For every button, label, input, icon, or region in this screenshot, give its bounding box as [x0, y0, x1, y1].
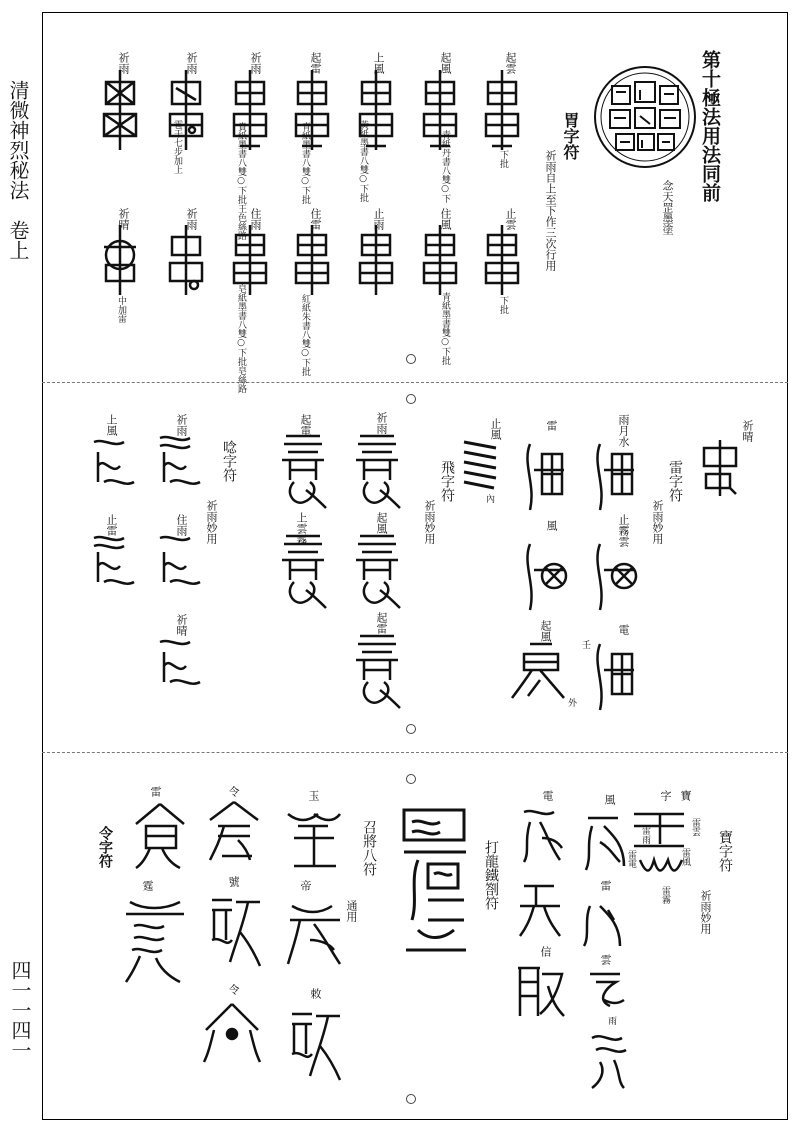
- rune-label: 起風: [375, 512, 388, 534]
- talisman-label: 起雲: [504, 52, 517, 74]
- rune-label: 內: [484, 494, 494, 503]
- rune-glyph: [516, 806, 566, 866]
- talisman-note: 下批: [498, 150, 508, 168]
- talisman-note: 紅紙朱書八雙○下批: [300, 294, 310, 376]
- binding-hole: [406, 724, 416, 734]
- talisman-label: 起雷: [309, 52, 322, 74]
- rune-label: 雲: [599, 954, 612, 965]
- talisman-glyph: [482, 70, 522, 150]
- rune-label: 信: [539, 946, 552, 957]
- talisman-glyph: [166, 70, 206, 150]
- rune-glyph: [130, 802, 190, 872]
- fu-note: 祈雨妙用: [205, 500, 218, 544]
- rune-glyph: [90, 432, 142, 494]
- binding-hole: [406, 774, 416, 784]
- rune-label: 壬: [580, 640, 590, 649]
- rune-label: 玉: [307, 790, 320, 801]
- rune-label: 霆: [141, 880, 154, 891]
- panel-separator-2: [42, 752, 788, 753]
- rune-label: 上雲霧: [295, 512, 308, 545]
- rune-label: 起風: [539, 620, 552, 642]
- rune-label: 雷風: [680, 848, 690, 866]
- rune-label: 起電: [299, 414, 312, 436]
- fu-title: 雷字符: [667, 460, 683, 502]
- rune-glyph: [276, 430, 330, 510]
- rune-glyph: [284, 900, 344, 970]
- rune-label: 電: [617, 624, 630, 635]
- rune-glyph: [398, 800, 474, 970]
- talisman-note: 青紙墨書雙○下批: [440, 292, 450, 365]
- binding-hole: [406, 394, 416, 404]
- rune-label: 敕: [309, 988, 322, 999]
- talisman-note: 皂紙墨書八雙○下批皂絲路: [236, 284, 246, 393]
- rune-label: 止雷: [105, 514, 118, 536]
- fu-title: 召將八符: [361, 820, 377, 876]
- rune-glyph: [590, 440, 640, 512]
- rune-label: 雷霧: [660, 886, 670, 904]
- rune-label: 外: [566, 698, 576, 707]
- rune-label: 雨月水: [617, 414, 630, 447]
- rune-glyph: [580, 900, 630, 950]
- rune-glyph: [350, 630, 404, 710]
- rune-label: 止霧雲: [617, 514, 630, 547]
- talisman-note: 下批: [498, 296, 508, 314]
- fu-note: 祈雨妙用: [699, 890, 712, 934]
- fu-title: 胃字符: [561, 112, 580, 160]
- talisman-glyph: [292, 225, 332, 295]
- rune-label: 令: [227, 786, 240, 797]
- talisman-glyph: [356, 70, 396, 150]
- talisman-glyph: [100, 225, 140, 295]
- talisman-glyph: [230, 225, 270, 295]
- fu-title: 唸字符: [221, 440, 237, 482]
- talisman-label: 祈晴: [117, 208, 130, 230]
- rune-glyph: [350, 530, 404, 610]
- rune-label: 住雨: [175, 514, 188, 536]
- rune-glyph: [460, 438, 500, 498]
- fu-title: 令字符: [97, 826, 113, 868]
- talisman-glyph: [292, 70, 332, 150]
- rune-glyph: [586, 1030, 630, 1090]
- talisman-label: 止雲: [504, 208, 517, 230]
- binding-hole: [406, 354, 416, 364]
- talisman-label: 祈雨: [185, 52, 198, 74]
- rune-glyph: [584, 970, 628, 1010]
- rune-label: 雷雲: [690, 818, 700, 836]
- rune-glyph: [700, 438, 740, 498]
- talisman-label: 上風: [372, 52, 385, 74]
- rune-label: 風: [603, 794, 616, 805]
- talisman-glyph: [420, 225, 460, 295]
- talisman-glyph: [356, 225, 396, 295]
- rune-glyph: [590, 540, 640, 612]
- talisman-label: 祈雨: [249, 52, 262, 74]
- rune-glyph: [284, 806, 344, 872]
- rune-glyph: [120, 896, 190, 986]
- rune-label: 雷: [599, 880, 612, 891]
- fu-note: 通用: [345, 900, 358, 922]
- talisman-label: 住風: [439, 208, 452, 230]
- fu-title: 打龍鐵劄符: [483, 840, 499, 910]
- talisman-note: 青紙丹書八雙○下: [440, 130, 450, 203]
- rune-glyph: [90, 532, 142, 594]
- page-number: 四一一四一: [8, 960, 32, 1060]
- rune-glyph: [350, 430, 404, 510]
- rune-glyph: [200, 1000, 264, 1066]
- rune-label: 號: [227, 876, 240, 887]
- rune-glyph: [284, 1006, 344, 1086]
- talisman-label: 住雷: [309, 208, 322, 230]
- seal-stamp: [590, 62, 700, 172]
- rune-glyph: [520, 540, 570, 612]
- talisman-note: 青紙墨書八雙○下批: [300, 122, 310, 204]
- talisman-glyph: [482, 225, 522, 295]
- rune-label: 祈晴: [175, 614, 188, 636]
- talisman-note: 雹干七步加上: [172, 120, 182, 174]
- rune-glyph: [580, 812, 630, 872]
- binding-hole: [406, 1094, 416, 1104]
- seal-caption: 念天罡墨塗: [661, 180, 674, 235]
- rune-label: 電: [541, 790, 554, 801]
- talisman-label: 起風: [439, 52, 452, 74]
- rune-label: 雷: [149, 786, 162, 797]
- talisman-label: 祈雨: [185, 208, 198, 230]
- rune-glyph: [156, 432, 208, 494]
- rune-glyph: [516, 880, 566, 940]
- rune-label: 雷電: [626, 850, 636, 868]
- talisman-glyph: [230, 70, 270, 150]
- talisman-label: 祈雨: [117, 52, 130, 74]
- rune-glyph: [156, 532, 208, 594]
- fu-title: 飛字符: [439, 460, 455, 502]
- panel-separator-1: [42, 382, 788, 383]
- fu-note: 祈雨妙用: [423, 500, 436, 544]
- talisman-note: 中加雷: [116, 296, 126, 323]
- talisman-note: 黃紙墨書八雙○下批: [358, 120, 368, 202]
- rune-glyph: [204, 800, 264, 864]
- rune-label: 雷: [545, 420, 558, 431]
- section-heading: 第十極法用法同前: [699, 50, 721, 202]
- rune-label: 雷雨: [640, 826, 650, 844]
- talisman-label: 住雨: [249, 208, 262, 230]
- rune-label: 祈雨: [175, 414, 188, 436]
- fu-note: 祈雨自上至下作三次行用: [544, 150, 557, 271]
- talisman-label: 止雨: [372, 208, 385, 230]
- volume-title: 清微神烈秘法 卷上: [6, 80, 30, 260]
- rune-glyph: [590, 640, 640, 712]
- fu-title: 寶字符: [717, 830, 733, 872]
- group-label: 祈晴: [741, 420, 754, 442]
- rune-label: 祈雨: [375, 412, 388, 434]
- rune-label: 令: [227, 984, 240, 995]
- rune-label: 字: [659, 790, 672, 801]
- rune-label: 寶: [679, 790, 692, 801]
- rune-label: 風: [545, 520, 558, 531]
- rune-label: 止風: [489, 418, 502, 440]
- rune-label: 帝: [299, 880, 312, 891]
- talisman-glyph: [100, 70, 140, 150]
- rune-glyph: [276, 530, 330, 610]
- rune-glyph: [510, 640, 570, 702]
- rune-glyph: [156, 632, 208, 694]
- rune-glyph: [520, 440, 570, 512]
- rune-glyph: [630, 806, 690, 886]
- rune-label: 上風: [105, 414, 118, 436]
- rune-label: 起雷: [375, 612, 388, 634]
- rune-label: 雨: [606, 1016, 616, 1025]
- fu-note: 祈雨妙用: [651, 500, 664, 544]
- rune-glyph: [204, 892, 264, 972]
- talisman-glyph: [420, 70, 460, 150]
- talisman-note: 貴紙墨書八雙○下批王色絲路: [236, 122, 246, 240]
- rune-glyph: [512, 962, 566, 1022]
- talisman-glyph: [166, 225, 206, 295]
